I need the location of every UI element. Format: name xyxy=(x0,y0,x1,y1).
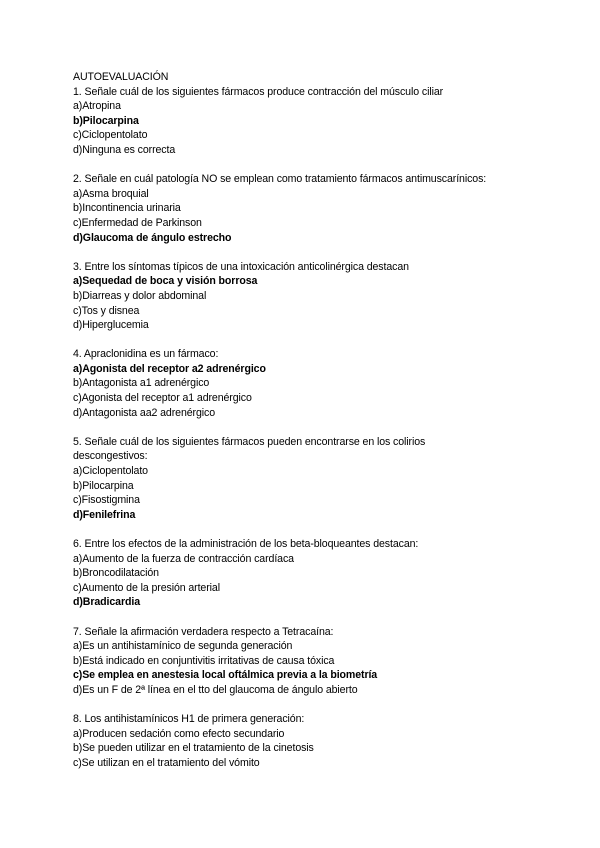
answer-option: a)Ciclopentolato xyxy=(73,465,148,478)
answer-option: d)Es un F de 2ª línea en el tto del glaucoma de ángulo abierto xyxy=(73,683,358,696)
question-stem: descongestivos: xyxy=(73,450,148,463)
question-stem: 6. Entre los efectos de la administración de los beta-bloqueantes destacan: xyxy=(73,538,419,550)
document-content xyxy=(73,70,573,771)
question-spacer xyxy=(73,245,573,260)
answer-option-correct: a)Agonista del receptor a2 adrenérgico xyxy=(73,362,266,375)
answer-option: c)Enfermedad de Parkinson xyxy=(73,216,202,229)
answer-option-correct: a)Sequedad de boca y visión borrosa xyxy=(73,275,258,288)
answer-option: b)Incontinencia urinaria xyxy=(73,202,181,215)
answer-option: b)Está indicado en conjuntivitis irritativas de causa tóxica xyxy=(73,654,335,667)
answer-option: a)Asma broquial xyxy=(73,187,149,200)
answer-option: c)Fisostigmina xyxy=(73,494,140,507)
answer-option-correct: c)Se emplea en anestesia local oftálmica previa a la biometría xyxy=(73,669,378,682)
answer-option: d)Antagonista aa2 adrenérgico xyxy=(73,406,215,419)
question-stem: 2. Señale en cuál patología NO se emplean como tratamiento fármacos antimuscarínicos: xyxy=(73,173,487,186)
answer-option-correct: d)Bradicardia xyxy=(73,596,140,609)
question-spacer xyxy=(73,698,573,713)
answer-option: b)Se pueden utilizar en el tratamiento de la cinetosis xyxy=(73,742,314,755)
answer-option: c)Agonista del receptor a1 adrenérgico xyxy=(73,392,252,405)
answer-option: a)Producen sedación como efecto secundario xyxy=(73,727,285,740)
question-spacer xyxy=(73,420,573,435)
question-spacer xyxy=(73,522,573,537)
answer-option: c)Ciclopentolato xyxy=(73,129,148,142)
answer-option: a)Atropina xyxy=(73,100,121,113)
question-stem: 7. Señale la afirmación verdadera respecto a Tetracaína: xyxy=(73,625,334,638)
question-stem: 4. Apraclonidina es un fármaco: xyxy=(73,348,219,361)
question-stem: 3. Entre los síntomas típicos de una intoxicación anticolinérgica destacan xyxy=(73,260,409,273)
answer-option: d)Hiperglucemia xyxy=(73,319,149,332)
question-stem: 1. Señale cuál de los siguientes fármacos produce contracción del músculo ciliar xyxy=(73,85,444,98)
page-title: AUTOEVALUACIÓN xyxy=(73,71,169,83)
answer-option: b)Broncodilatación xyxy=(73,567,159,580)
answer-option: d)Ninguna es correcta xyxy=(73,143,176,156)
answer-option: a)Aumento de la fuerza de contracción cardíaca xyxy=(73,552,294,565)
question-spacer xyxy=(73,158,573,173)
answer-option-correct: d)Glaucoma de ángulo estrecho xyxy=(73,231,232,244)
question-stem: 8. Los antihistamínicos H1 de primera generación: xyxy=(73,713,305,726)
answer-option: c)Se utilizan en el tratamiento del vómito xyxy=(73,756,260,769)
answer-option: c)Tos y disnea xyxy=(73,304,140,317)
answer-option: c)Aumento de la presión arterial xyxy=(73,581,220,594)
question-stem: 5. Señale cuál de los siguientes fármacos pueden encontrarse en los colirios xyxy=(73,435,426,448)
answer-option: b)Antagonista a1 adrenérgico xyxy=(73,377,210,390)
answer-option: a)Es un antihistamínico de segunda generación xyxy=(73,640,293,653)
answer-option-correct: d)Fenilefrina xyxy=(73,508,136,521)
question-spacer xyxy=(73,333,573,348)
answer-option-correct: b)Pilocarpina xyxy=(73,114,139,127)
answer-option: b)Diarreas y dolor abdominal xyxy=(73,289,207,302)
answer-option: b)Pilocarpina xyxy=(73,479,134,492)
question-spacer xyxy=(73,610,573,625)
